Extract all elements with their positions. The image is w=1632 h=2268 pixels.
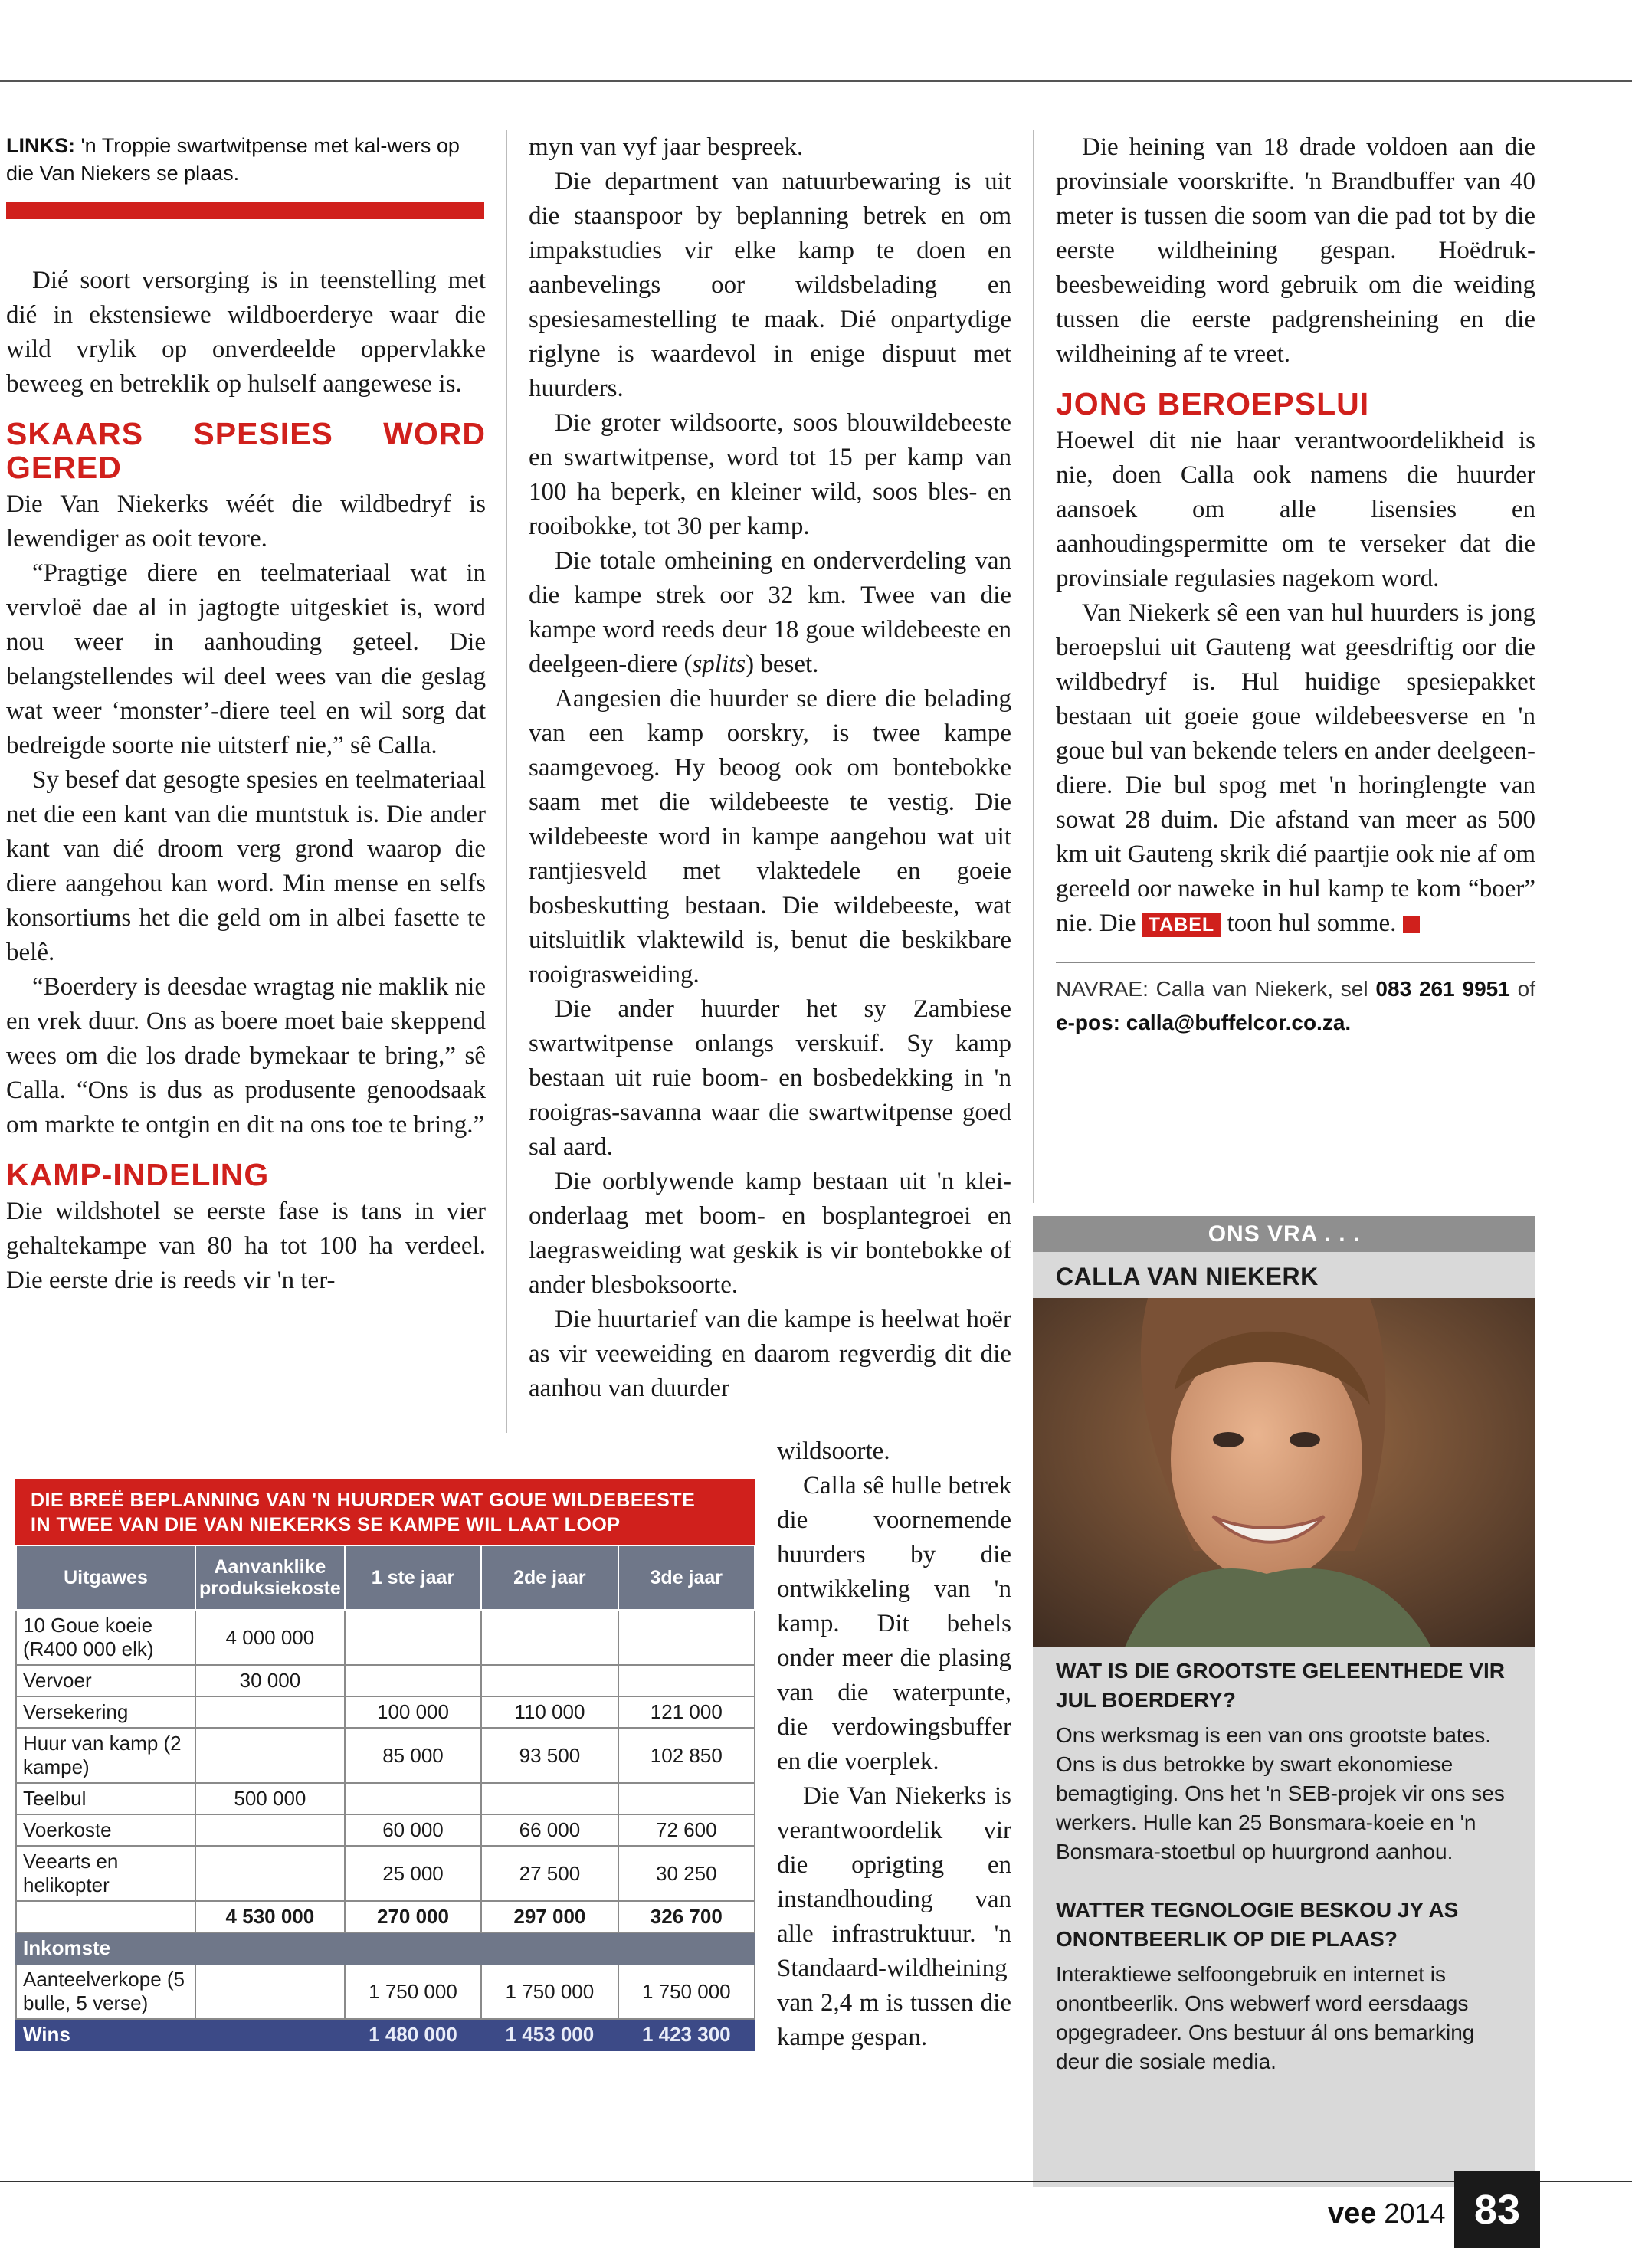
table-cell xyxy=(195,1814,345,1846)
table-header-row xyxy=(16,1545,755,1610)
table-title-line: DIE BREË BEPLANNING VAN 'N HUURDER WAT GOUE WILDEBEESTE xyxy=(31,1490,696,1511)
table-cell: 25 000 xyxy=(345,1846,481,1901)
navrae-contact xyxy=(1056,972,1535,1040)
navrae-email[interactable]: calla@buffelcor.co.za. xyxy=(1126,1011,1352,1034)
paragraph: Die department van natuurbewaring is uit die staanspoor by beplanning betrek en om impakstudies vir elke kamp te doen en aanbevelings oor wildsbelading en spesiesamestelling te maak. Dié onpartydige riglyne is waardevol in enige dispuut met huurders. xyxy=(529,168,1011,402)
navrae-label: NAVRAE: Calla van Niekerk, sel xyxy=(1056,977,1368,1001)
table-cell: 27 500 xyxy=(481,1846,618,1901)
table-cell: 30 250 xyxy=(618,1846,755,1901)
answer: Ons werksmag is een van ons grootste bates. Ons is dus betrokke by swart ekonomiese bemagtiging. Ons het 'n SEB-projek vir ons ses werkers. Hulle kan 25 Bonsmara-koeie en 'n Bonsmara-stoetbul op huurgrond aanhou. xyxy=(1056,1723,1505,1863)
paragraph xyxy=(1056,596,1535,942)
table-cell: 30 000 xyxy=(195,1665,345,1696)
paragraph: Die oorblywende kamp bestaan uit 'n klei-onderlaag met boom- en bosplantegroei en laegrasweiding wat geskik is vir bontebokke of ander blesboksoorte. xyxy=(529,1168,1011,1299)
text-run: Die totale omheining en onderverdeling van die kampe strek oor 32 km. Twee van die kampe word reeds deur 18 goue wildebeeste en deelgeen-diere ( xyxy=(529,547,1011,678)
navrae-mid: of xyxy=(1517,977,1535,1001)
table-cell: 93 500 xyxy=(481,1728,618,1783)
table-cell xyxy=(195,1846,345,1901)
column-header: 1 ste jaar xyxy=(345,1545,481,1610)
section-heading: KAMP-INDELING xyxy=(6,1157,270,1192)
table-cell xyxy=(345,1610,481,1665)
table-cell: 1 750 000 xyxy=(481,1964,618,2019)
table-cell: Voerkoste xyxy=(16,1814,195,1846)
paragraph xyxy=(529,544,1011,682)
table-row xyxy=(16,1728,755,1783)
table xyxy=(15,1545,755,2051)
table-cell: 60 000 xyxy=(345,1814,481,1846)
text-run: ) beset. xyxy=(746,651,819,678)
table-cell xyxy=(195,1696,345,1728)
table-cell: 1 423 300 xyxy=(618,2019,755,2050)
section-heading: SKAARS SPESIES WORD GERED xyxy=(6,416,486,485)
paragraph: Calla sê hulle betrek die voornemende huurders by die ontwikkeling van 'n kamp. Dit behels onder meer die plasing van die waterpunte, die verdowingsbuffer en die voerplek. xyxy=(777,1472,1011,1775)
footer-year: 2014 xyxy=(1384,2198,1446,2229)
table-cell xyxy=(195,1964,345,2019)
paragraph: Dié soort versorging is in teenstelling met dié in ekstensiewe wildboerderye waar die wild vrylik op onverdeelde oppervlakke beweeg en betreklik op hulself aangewese is. xyxy=(6,267,486,398)
column-header: 2de jaar xyxy=(481,1545,618,1610)
table-cell xyxy=(345,1932,481,1964)
paragraph: Aangesien die huurder se diere die belading van een kamp oorskry, is twee kampe saamgevoeg. Hy beoog ook om bontebokke saam met die wildebeeste te vestig. Die wildebeeste word in kampe aangehou wat uit rantjiesveld met vlaktedele en goeie bosbeskutting bestaan. Die wildebeeste, wat uitsluitlik vlaktewild is, benut die beskikbare rooigrasweiding. xyxy=(529,685,1011,988)
portrait-photo xyxy=(1033,1298,1535,1647)
table-cell xyxy=(345,1783,481,1814)
table-cell: 4 000 000 xyxy=(195,1610,345,1665)
paragraph: “Boerdery is deesdae wragtag nie maklik nie en vrek duur. Ons as boere moet baie skeppend wees om die los drade bymekaar te bring,” sê Calla. “Ons is dus as produsente genoodsaak om markte te ontgin en dit na ons toe te bring.” xyxy=(6,973,486,1139)
footer-mag-name: vee xyxy=(1328,2198,1377,2230)
table-row xyxy=(16,1783,755,1814)
question: WAT IS DIE GROOTSTE GELEENTHEDE VIR JUL BOERDERY? xyxy=(1056,1659,1505,1712)
table-row xyxy=(16,1696,755,1728)
table-cell: 500 000 xyxy=(195,1783,345,1814)
column-header: Aanvanklike produksiekoste xyxy=(195,1545,345,1610)
paragraph: “Pragtige diere en teelmateriaal wat in vervloë dae al in jagtogte uitgeskiet is, word nou weer in aanhouding geteel. Die belangstellendes wil deel wees van die geslag wat weer ‘monster’-diere teel en wil sorg dat bedreigde soorte nie uitsterf nie,” sê Calla. xyxy=(6,559,486,759)
budget-table xyxy=(15,1479,755,2051)
table-row xyxy=(16,1964,755,2019)
tabel-tag: TABEL xyxy=(1142,913,1221,937)
table-cell: 110 000 xyxy=(481,1696,618,1728)
table-income-band xyxy=(16,1932,755,1964)
table-row xyxy=(16,1846,755,1901)
table-cell: 1 750 000 xyxy=(618,1964,755,2019)
table-total-row xyxy=(16,1901,755,1932)
table-cell: 1 750 000 xyxy=(345,1964,481,2019)
sidebar-band: ONS VRA . . . xyxy=(1033,1216,1535,1252)
column-2-wrap xyxy=(777,1434,1011,2055)
portrait-illustration xyxy=(1033,1298,1535,1647)
paragraph: Die ander huurder het sy Zambiese swartwitpense onlangs verskuif. Sy kamp bestaan uit ruie boom- en bosbedekking in 'n rooigras-savanna waar die swartwitpense goed sal aard. xyxy=(529,995,1011,1161)
paragraph: Die wildshotel se eerste fase is tans in vier gehaltekampe van 80 ha tot 100 ha verdeel. Die eerste drie is reeds vir 'n ter- xyxy=(6,1198,486,1294)
paragraph: Die Van Niekerks is verantwoordelik vir die oprigting en instandhouding van alle infrastruktuur. 'n Standaard-wildheining van 2,4 m is tussen die kampe gespan. xyxy=(777,1782,1011,2051)
caption-lead: LINKS: xyxy=(6,134,75,157)
paragraph: Die Van Niekerks wéét die wildbedryf is lewendiger as ooit tevore. xyxy=(6,490,486,552)
table-cell: 10 Goue koeie (R400 000 elk) xyxy=(16,1610,195,1665)
answer: Interaktiewe selfoongebruik en internet is onontbeerlik. Ons webwerf word eersdaags opgegradeer. Ons bestuur ál ons bemarking deur die sosiale media. xyxy=(1056,1962,1475,2073)
question: WATTER TEGNOLOGIE BESKOU JY AS ONONTBEERLIK OP DIE PLAAS? xyxy=(1056,1898,1459,1951)
table-cell: Inkomste xyxy=(16,1932,195,1964)
caption-text: 'n Troppie swartwitpense met kal-wers op die Van Niekers se plaas. xyxy=(6,134,460,185)
italic-text: splits xyxy=(692,651,746,678)
column-divider xyxy=(1033,130,1034,1203)
table-cell: 326 700 xyxy=(618,1901,755,1932)
paragraph: wildsoorte. xyxy=(777,1437,890,1465)
table-cell: 1 453 000 xyxy=(481,2019,618,2050)
table-title xyxy=(15,1479,755,1545)
table-cell xyxy=(195,1932,345,1964)
table-row xyxy=(16,1610,755,1665)
caption-red-bar xyxy=(6,202,484,219)
paragraph: Die heining van 18 drade voldoen aan die provinsiale voorskrifte. 'n Brandbuffer van 40 meter is tussen die soom van die pad tot by die eerste wildheining gespan. Hoëdruk-beesbeweiding word gebruik om die weiding tussen die eerste padgrensheining en die wildheining af te vreet. xyxy=(1056,133,1535,368)
table-cell xyxy=(618,1665,755,1696)
paragraph: Die groter wildsoorte, soos blouwildebeeste en swartwitpense, word tot 15 per kamp van 100 ha beperk, en kleiner wild, soos bles- en rooibokke, tot 30 per kamp. xyxy=(529,409,1011,540)
table-row xyxy=(16,1814,755,1846)
paragraph: myn van vyf jaar bespreek. xyxy=(529,133,804,161)
top-rule xyxy=(0,80,1632,82)
footer-magazine xyxy=(1328,2198,1446,2230)
table-cell: Veearts en helikopter xyxy=(16,1846,195,1901)
text-run: toon hul somme. xyxy=(1227,909,1397,937)
paragraph: Hoewel dit nie haar verantwoordelikheid is nie, doen Calla ook namens die huurder aansoek om alle lisensies en aanhoudingspermitte om te verseker dat die provinsiale regulasies nagekom word. xyxy=(1056,427,1535,592)
footer-rule xyxy=(0,2181,1632,2182)
photo-caption xyxy=(6,132,481,187)
table-cell xyxy=(618,1932,755,1964)
column-header: Uitgawes xyxy=(16,1545,195,1610)
table-cell: Aanteelverkope (5 bulle, 5 verse) xyxy=(16,1964,195,2019)
sidebar-name: CALLA VAN NIEKERK xyxy=(1056,1263,1319,1290)
text-run: Van Niekerk sê een van hul huurders is jong beroepslui uit Gauteng wat geesdriftig oor die wildbedryf is. Hul huidige spesiepakket bestaan uit goeie goue wildebeesverse en 'n goue bul van bekende telers en ander deelgeen-diere. Die bul spog met 'n horinglengte van sowat 28 duim. Die afstand van meer as 500 km uit Gauteng skrik dié paartjie ook nie af om gereeld oor naweke in hul kamp te kom “boer” nie. Die xyxy=(1056,599,1535,937)
table-cell: 72 600 xyxy=(618,1814,755,1846)
table-cell: Teelbul xyxy=(16,1783,195,1814)
table-cell xyxy=(195,2019,345,2050)
column-1 xyxy=(6,264,486,1298)
table-cell: 100 000 xyxy=(345,1696,481,1728)
paragraph: Sy besef dat gesogte spesies en teelmateriaal net die een kant van die muntstuk is. Die ander kant van dié droom verg grond waarop die diere aangehou kan word. Min mense en selfs konsortiums het die geld om in albei fasette te belê. xyxy=(6,766,486,966)
table-cell: 297 000 xyxy=(481,1901,618,1932)
table-cell: 102 850 xyxy=(618,1728,755,1783)
table-cell: 85 000 xyxy=(345,1728,481,1783)
table-cell: Versekering xyxy=(16,1696,195,1728)
navrae-rule xyxy=(1056,962,1535,963)
paragraph: Die huurtarief van die kampe is heelwat hoër as vir veeweiding en daarom regverdig dit die aanhou van duurder xyxy=(529,1306,1011,1402)
page-number: 83 xyxy=(1454,2171,1540,2248)
table-cell xyxy=(481,1665,618,1696)
table-title-line: IN TWEE VAN DIE VAN NIEKERKS SE KAMPE WIL LAAT LOOP xyxy=(31,1514,621,1535)
table-cell xyxy=(345,1665,481,1696)
table-cell xyxy=(16,1901,195,1932)
table-cell xyxy=(195,1728,345,1783)
end-mark-icon: V xyxy=(1403,916,1420,933)
table-cell: 4 530 000 xyxy=(195,1901,345,1932)
table-cell: 66 000 xyxy=(481,1814,618,1846)
table-cell: Vervoer xyxy=(16,1665,195,1696)
table-cell: Wins xyxy=(16,2019,195,2050)
table-cell: 121 000 xyxy=(618,1696,755,1728)
table-cell xyxy=(481,1783,618,1814)
table-row xyxy=(16,1665,755,1696)
section-heading: JONG BEROEPSLUI xyxy=(1056,386,1370,421)
column-divider xyxy=(506,130,507,1433)
table-cell: Huur van kamp (2 kampe) xyxy=(16,1728,195,1783)
sidebar-qa xyxy=(1056,1657,1516,2076)
table-cell xyxy=(481,1932,618,1964)
table-cell: 270 000 xyxy=(345,1901,481,1932)
navrae-email-label: e-pos: xyxy=(1056,1011,1120,1034)
table-cell xyxy=(481,1610,618,1665)
navrae-phone: 083 261 9951 xyxy=(1375,977,1510,1001)
column-2 xyxy=(529,130,1011,1406)
column-3 xyxy=(1056,130,1535,1040)
table-cell: 1 480 000 xyxy=(345,2019,481,2050)
column-header: 3de jaar xyxy=(618,1545,755,1610)
table-cell xyxy=(618,1783,755,1814)
table-cell xyxy=(618,1610,755,1665)
table-wins-row xyxy=(16,2019,755,2050)
